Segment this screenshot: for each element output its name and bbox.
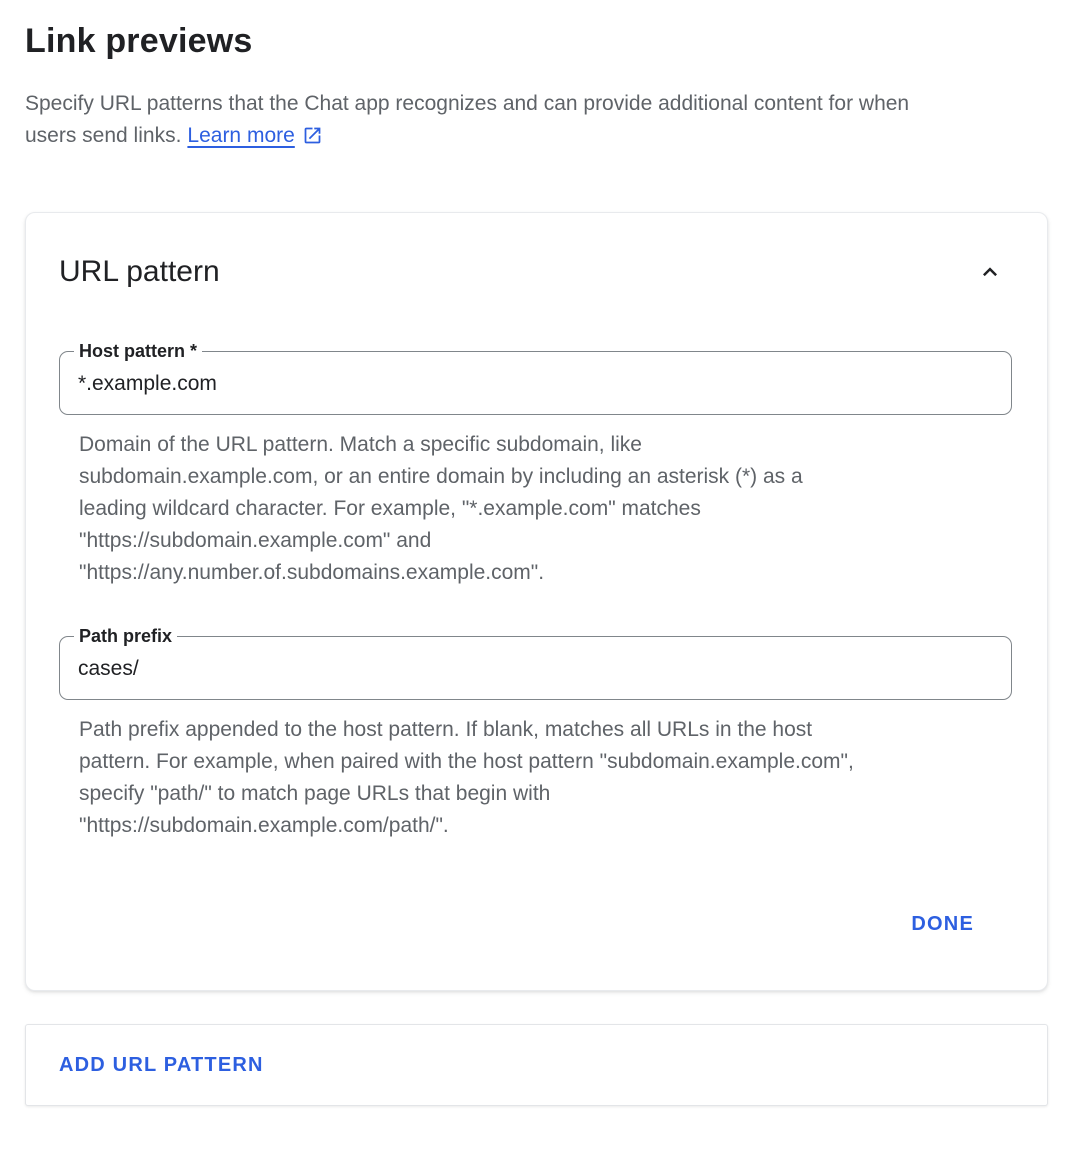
host-pattern-input[interactable] [60, 352, 1011, 414]
learn-more-label: Learn more [187, 124, 295, 147]
card-title: URL pattern [59, 255, 220, 288]
url-pattern-card [25, 212, 1048, 991]
host-pattern-helper-text: Domain of the URL pattern. Match a specific subdomain, like subdomain.example.com, or an entire domain by including an asterisk (*) as a leading wildcard character. For example, "*.example.com" matches "https://subdomain.example.com" and "https://any.number.of.subdomains.example.com". [79, 433, 803, 584]
url-pattern-card-header [59, 253, 1012, 291]
add-url-pattern-button[interactable]: ADD URL PATTERN [59, 1045, 264, 1085]
collapse-button[interactable] [972, 254, 1008, 290]
host-pattern-label: Host pattern * [74, 340, 202, 362]
path-prefix-input[interactable] [60, 637, 1011, 699]
page-description [25, 88, 1048, 152]
path-prefix-helper-text: Path prefix appended to the host pattern. If blank, matches all URLs in the host pattern. For example, when paired with the host pattern "subdomain.example.com", specify "path/" to match page URLs that begin with "https://subdomain.example.com/path/". [79, 718, 854, 837]
description-text: Specify URL patterns that the Chat app recognizes and can provide additional content for when users send links. [25, 92, 910, 147]
path-prefix-label: Path prefix [74, 625, 177, 647]
card-actions [59, 904, 1012, 944]
learn-more-link[interactable] [187, 124, 322, 147]
external-link-icon [302, 125, 323, 146]
chevron-up-icon [976, 258, 1004, 286]
add-url-pattern-card [25, 1024, 1048, 1106]
done-button[interactable]: DONE [911, 904, 974, 944]
page-title: Link previews [25, 22, 253, 60]
path-prefix-field[interactable] [59, 626, 1012, 700]
host-pattern-field[interactable] [59, 341, 1012, 415]
